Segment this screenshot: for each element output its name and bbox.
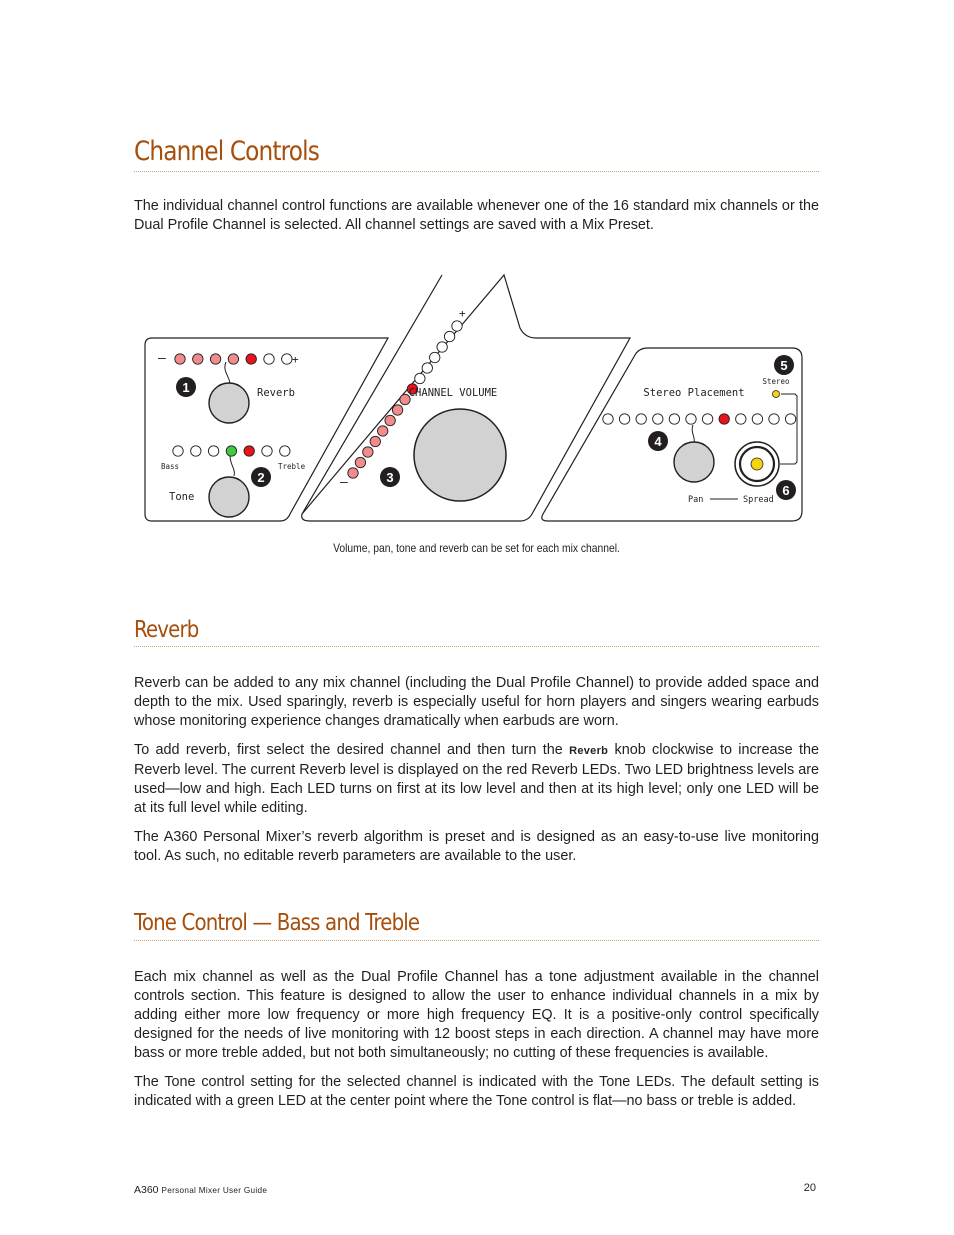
page-number: 20 <box>803 1182 816 1194</box>
callout-3-number: 3 <box>386 470 394 485</box>
reverb-heading: Reverb <box>134 617 199 643</box>
volume-led <box>444 331 454 341</box>
title-rule <box>134 171 819 172</box>
tone-led <box>226 446 236 456</box>
tone-indicator-line <box>230 456 234 476</box>
reverb-p2-before: To add reverb, first select the desired channel and then turn the <box>134 742 570 758</box>
volume-led <box>355 457 365 467</box>
tone-paragraph-2: The Tone control setting for the selected channel is indicated with the Tone LEDs. The default setting is indicated with a green LED at the center point where the Tone control is flat—no bass or treble is added. <box>134 1074 819 1109</box>
volume-led <box>415 373 425 383</box>
pan-led <box>653 414 663 424</box>
reverb-led <box>264 354 274 364</box>
pan-led <box>785 414 795 424</box>
pan-led <box>752 414 762 424</box>
pan-led <box>769 414 779 424</box>
volume-led <box>370 436 380 446</box>
reverb-knob <box>209 383 249 423</box>
volume-led <box>430 352 440 362</box>
stereo-led <box>773 391 780 398</box>
volume-minus-label: – <box>340 475 348 490</box>
volume-led <box>422 363 432 373</box>
tone-led-row <box>173 446 290 456</box>
bass-label: Bass <box>161 462 180 471</box>
tone-led <box>280 446 290 456</box>
volume-led <box>437 342 447 352</box>
reverb-indicator-line <box>225 362 230 384</box>
reverb-minus-label: – <box>158 351 166 366</box>
pan-led <box>736 414 746 424</box>
reverb-plus-label: + <box>292 353 299 366</box>
footer-guide-title <box>134 1184 267 1196</box>
tone-led <box>173 446 183 456</box>
reverb-led <box>175 354 185 364</box>
pan-label: Pan <box>688 495 704 505</box>
volume-led <box>385 415 395 425</box>
reverb-led <box>228 354 238 364</box>
volume-plus-label: + <box>459 307 466 320</box>
channel-volume-label: CHANNEL VOLUME <box>408 387 498 399</box>
tone-rule <box>134 940 819 941</box>
tone-knob-label: Tone <box>169 491 195 503</box>
footer-guide-name: Personal Mixer User Guide <box>161 1186 268 1195</box>
tone-led <box>244 446 254 456</box>
stereo-bracket-line <box>780 394 797 464</box>
volume-led <box>378 426 388 436</box>
callout-5-number: 5 <box>780 358 788 373</box>
callout-1-number: 1 <box>182 380 190 395</box>
reverb-knob-label: Reverb <box>257 387 295 399</box>
pan-led <box>719 414 729 424</box>
tone-led <box>208 446 218 456</box>
tone-led <box>262 446 272 456</box>
footer-guide-prefix: A360 <box>134 1184 162 1196</box>
reverb-led <box>210 354 220 364</box>
callout-4-number: 4 <box>654 434 662 449</box>
treble-label: Treble <box>278 462 306 471</box>
pan-led <box>619 414 629 424</box>
pan-led-row <box>603 414 796 424</box>
reverb-paragraph-2 <box>134 741 819 818</box>
tone-paragraph-1: Each mix channel as well as the Dual Profile Channel has a tone adjustment available in the channel controls section. This feature is designed to allow the user to enhance individual channels in a mix by adding either more low frequency or more high frequency EQ. It is a positive-only control specifically designed for the needs of live monitoring with 12 boost steps in each direction. A channel may have more bass or more treble added, but not both simultaneously; no cutting of these frequencies is available. <box>134 969 819 1061</box>
reverb-paragraph-3: The A360 Personal Mixer’s reverb algorithm is preset and is designed as an easy-to-use live monitoring tool. As such, no editable reverb parameters are available to the user. <box>134 829 819 864</box>
tone-heading: Tone Control — Bass and Treble <box>134 910 420 936</box>
callout-2-number: 2 <box>257 470 265 485</box>
spread-knob-center <box>751 458 763 470</box>
tone-knob <box>209 477 249 517</box>
channel-volume-knob <box>414 409 506 501</box>
intro-paragraph: The individual channel control functions are available whenever one of the 16 standard mix channels or the Dual Profile Channel is selected. All channel settings are saved with a Mix Preset. <box>134 198 819 233</box>
pan-led <box>686 414 696 424</box>
pan-knob <box>674 442 714 482</box>
reverb-led <box>282 354 292 364</box>
reverb-rule <box>134 646 819 647</box>
volume-led <box>348 468 358 478</box>
volume-led <box>392 405 402 415</box>
page-title: Channel Controls <box>134 136 319 167</box>
callout-6-number: 6 <box>782 483 790 498</box>
pan-indicator-line <box>692 425 694 443</box>
stereo-label: Stereo <box>762 377 790 386</box>
pan-led <box>702 414 712 424</box>
channel-controls-diagram <box>140 268 812 530</box>
pan-led <box>603 414 613 424</box>
pan-led <box>636 414 646 424</box>
figure-caption: Volume, pan, tone and reverb can be set for each mix channel. <box>333 541 620 555</box>
reverb-led <box>193 354 203 364</box>
pan-led <box>669 414 679 424</box>
reverb-p2-after: knob clockwise to increase the Reverb level. The current Reverb level is displayed on the red Reverb LEDs. Two LED brightness levels are used—low and high. Each LED turns on first at its low level and then at its high level; only one LED will be at its full level while editing. <box>134 742 820 816</box>
reverb-led <box>246 354 256 364</box>
spread-label: Spread <box>743 495 774 505</box>
tone-led <box>191 446 201 456</box>
reverb-led-row <box>175 354 292 364</box>
reverb-knob-name: Reverb <box>569 745 609 757</box>
stereo-placement-label: Stereo Placement <box>643 387 745 399</box>
volume-led <box>452 321 462 331</box>
reverb-paragraph-1: Reverb can be added to any mix channel (including the Dual Profile Channel) to provide added space and depth to the mix. Used sparingly, reverb is especially useful for horn players and singers wearing earbuds whose monitoring experience changes dramatically when earbuds are worn. <box>134 675 819 729</box>
volume-led <box>363 447 373 457</box>
